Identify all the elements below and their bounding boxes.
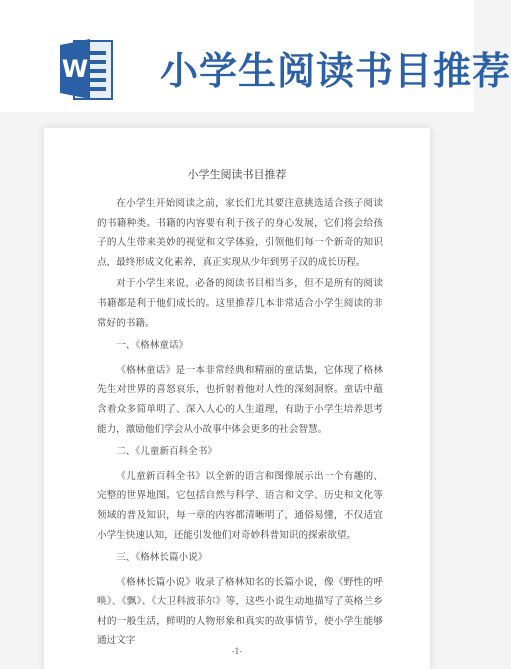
intro-paragraph: 对于小学生来说，必备的阅读书目相当多，但不是所有的阅读书籍都是利于他们成长的。这里推荐几本非常适合小学生阅读的非常好的书籍。 xyxy=(97,278,383,329)
document-title: 小学生阅读书目推荐 xyxy=(187,168,287,181)
intro-paragraph: 在小学生开始阅读之前，家长们尤其要注意挑选适合孩子阅读的书籍种类。书籍的内容要有利于孩子的身心发展，它们将会给孩子的人生带来美妙的视觉和文学体验，引领他们每一个新奇的知识点，最终形成文化素养，真正实现从少年到男子汉的成长历程。 xyxy=(97,198,383,268)
section-heading: 一、《格林童话》 xyxy=(116,340,189,352)
section-heading: 二、《儿童新百科全书》 xyxy=(116,446,217,458)
banner-title: 小学生阅读书目推荐 xyxy=(160,49,511,93)
svg-text:W: W xyxy=(61,55,89,83)
page-number: -1- xyxy=(231,647,243,656)
banner xyxy=(0,0,511,112)
document-page xyxy=(44,128,430,669)
document-body xyxy=(97,194,383,653)
section-paragraph: 《格林长篇小说》收录了格林知名的长篇小说，像《野性的呼唤》、《飘》、《大卫科波菲尔》等，这些小说生动地描写了英格兰乡村的一般生活，鲜明的人物形象和真实的故事情节，使小学生能够通过文字 xyxy=(97,576,383,647)
section-paragraph: 《儿童新百科全书》以全新的语言和图像展示出一个有趣的、完整的世界地图。它包括自然与科学、语言和文学、历史和文化等领域的普及知识，每一章的内容都清晰明了，通俗易懂，不仅适宜小学生快速认知，还能引发他们对奇妙科普知识的探索欲望。 xyxy=(97,470,383,541)
word-icon xyxy=(60,33,116,105)
section-heading: 三、《格林长篇小说》 xyxy=(116,552,208,564)
section-paragraph: 《格林童话》是一本非常经典和精丽的童话集，它体现了格林先生对世界的喜怒哀乐，也折射着他对人性的深刻洞察。童话中蕴含着众多简单明了、深入人心的人生道理，有助于小学生培养思考能力，激励他们学会从小故事中体会更多的社会智慧。 xyxy=(97,364,383,435)
